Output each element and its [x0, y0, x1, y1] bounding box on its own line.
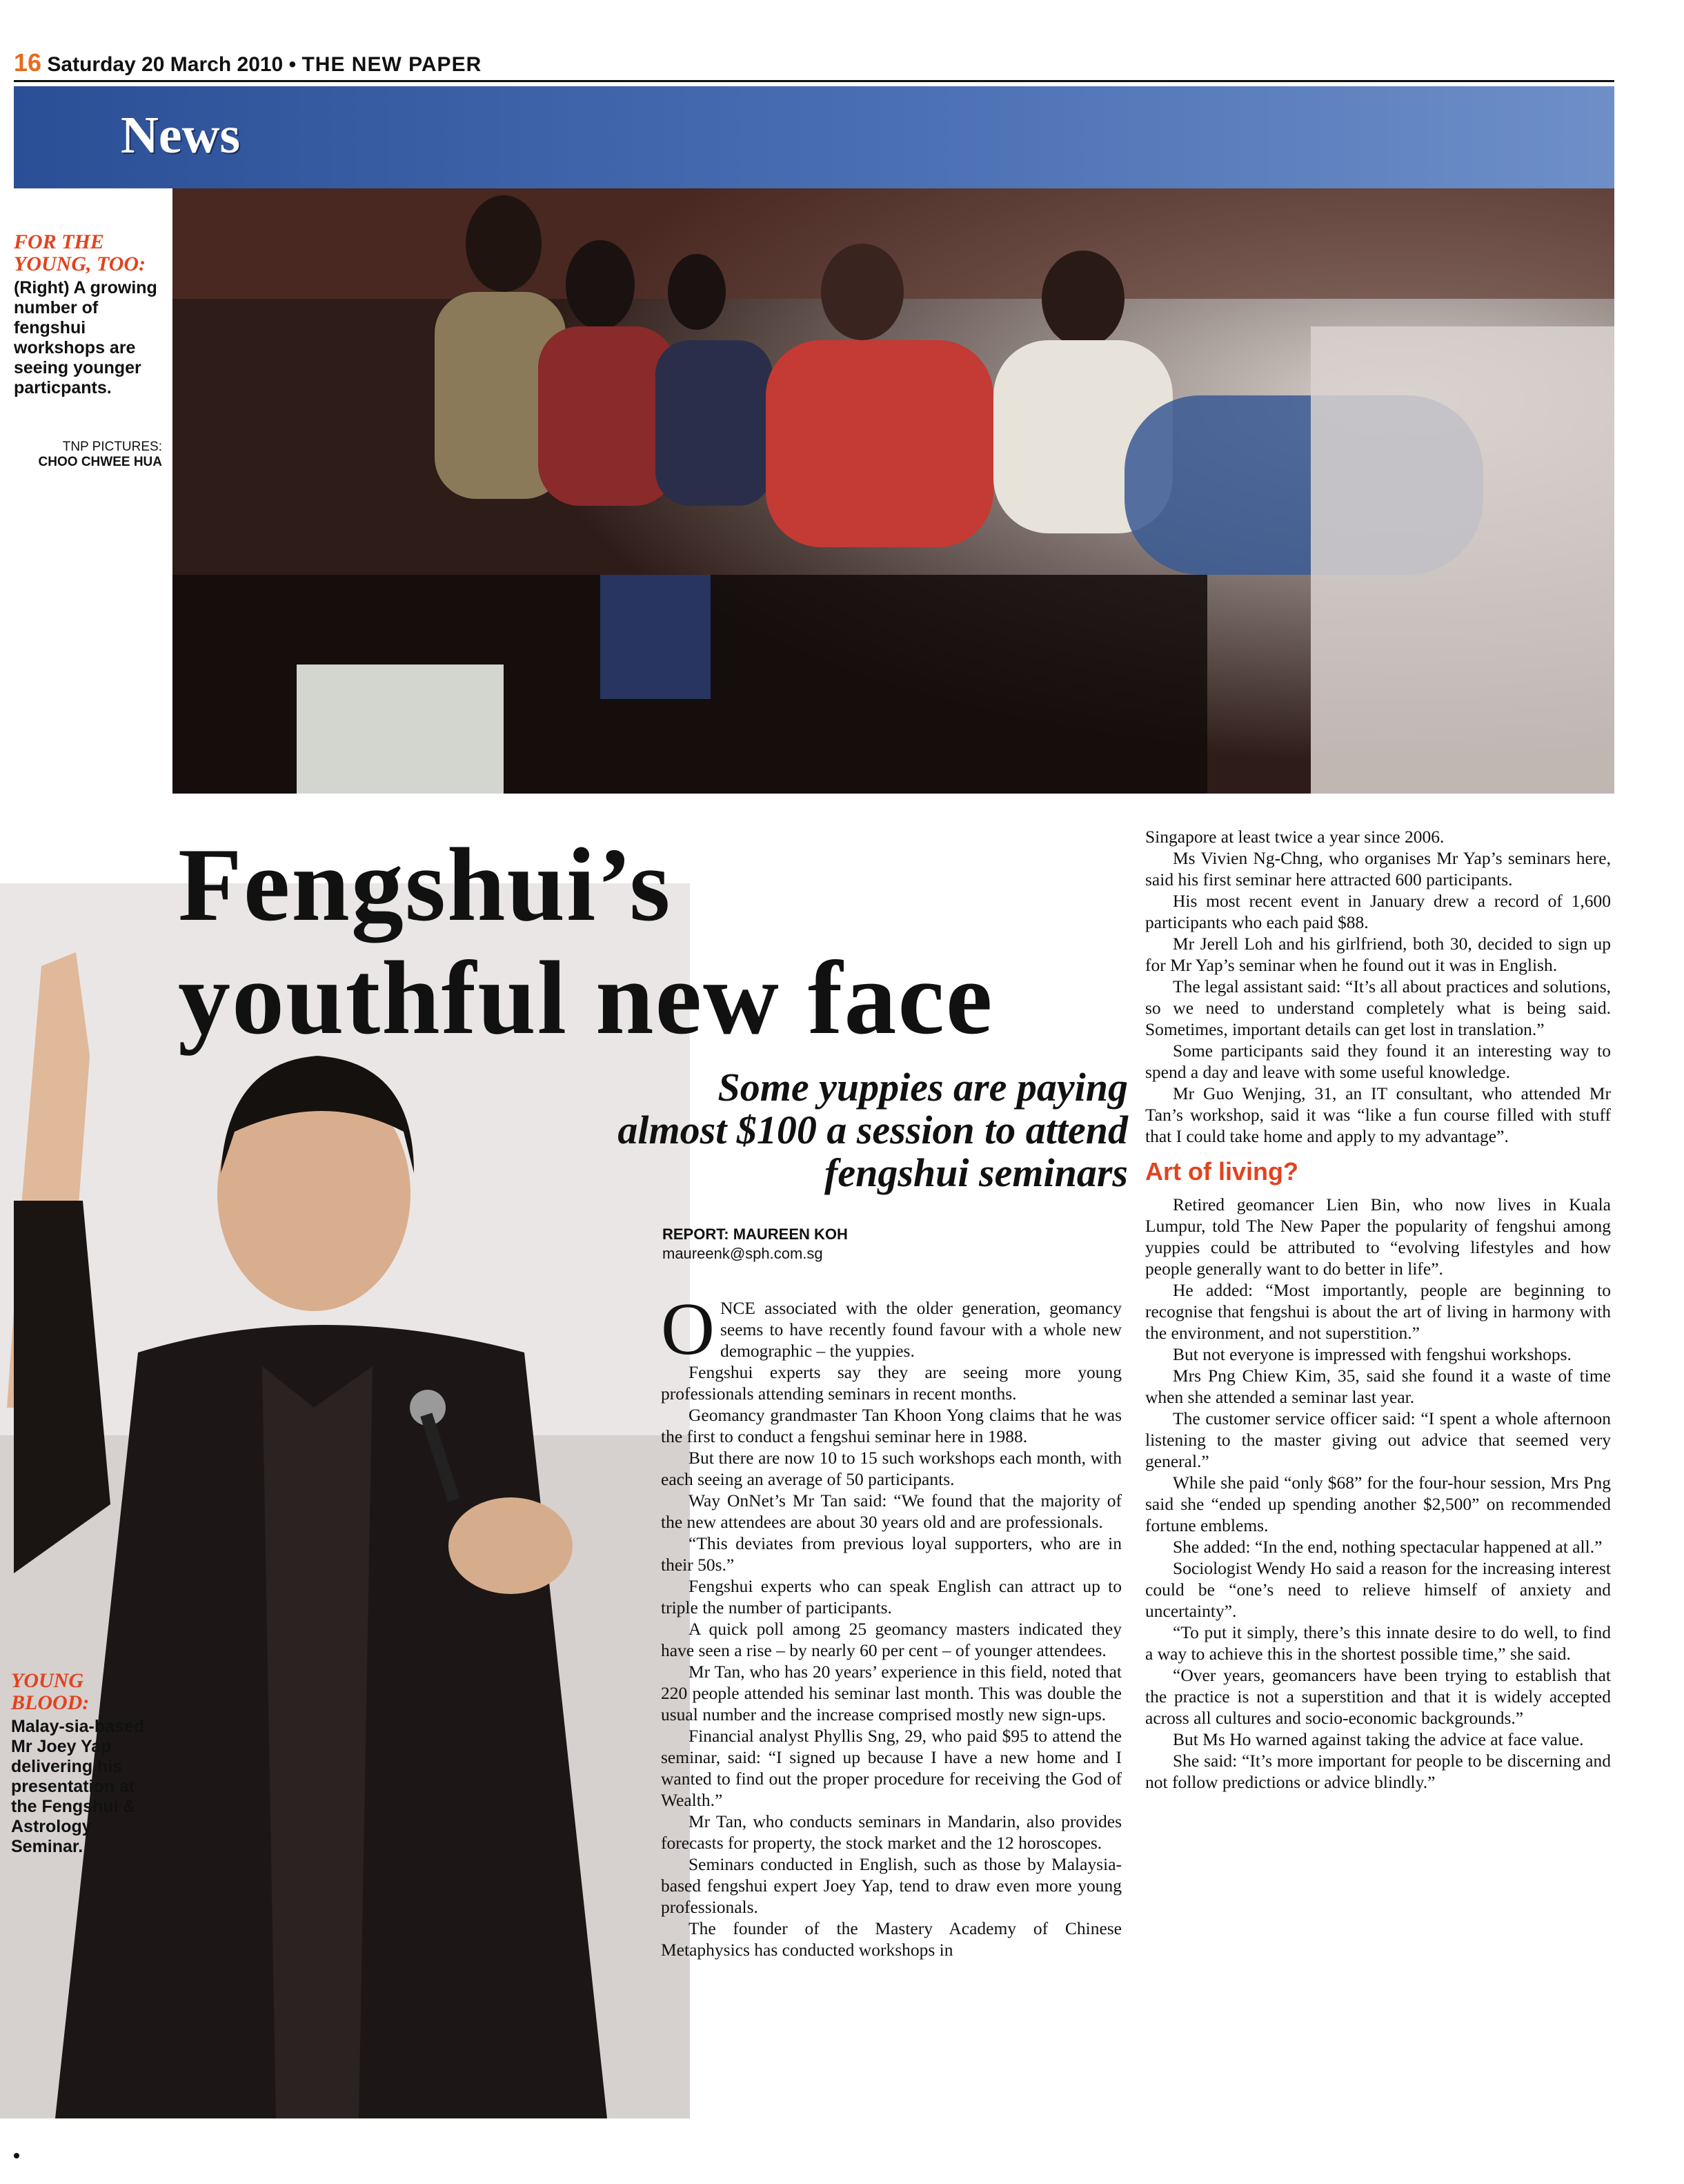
- article-paragraph: Mrs Png Chiew Kim, 35, said she found it a waste of time when she attended a seminar last year.: [1145, 1366, 1611, 1407]
- page-number: 16: [14, 48, 42, 77]
- article-paragraph: ONCE associated with the older generation, geomancy seems to have recently found favour with a whole new demographic – the yuppies.: [661, 1288, 1122, 1370]
- caption-kicker: FOR THE YOUNG, TOO:: [14, 230, 146, 275]
- article-paragraph: Sociologist Wendy Ho said a reason for the increasing interest could be “one’s need to relieve himself of anxiety and uncertainty”.: [1145, 1558, 1611, 1621]
- byline-author: MAUREEN KOH: [733, 1226, 848, 1243]
- article-paragraph: Seminars conducted in English, such as those by Malaysia-based fengshui expert Joey Yap, tend to draw even more young professionals.: [661, 1854, 1122, 1917]
- article-paragraph: Mr Jerell Loh and his girlfriend, both 30, decided to sign up for Mr Yap’s seminar when he found out it was in English.: [1145, 934, 1611, 975]
- article-paragraph: Financial analyst Phyllis Sng, 29, who paid $95 to attend the seminar, said: “I signed up because I have a new home and I wanted to find out the proper procedure for receiving the God of Wealth.”: [661, 1726, 1122, 1810]
- issue-date: Saturday 20 March 2010: [47, 53, 284, 76]
- caption-kicker: YOUNG BLOOD:: [11, 1669, 90, 1714]
- headline: [178, 828, 1144, 1054]
- article-paragraph: “Over years, geomancers have been trying to establish that the practice is not a superstition and that it is widely accepted across all cultures and socio-economic backgrounds.”: [1145, 1665, 1611, 1728]
- article-paragraph: Fengshui experts say they are seeing more young professionals attending seminars in recent months.: [661, 1362, 1122, 1404]
- article-paragraph: Retired geomancer Lien Bin, who now lives in Kuala Lumpur, told The New Paper the popularity of fengshui among yuppies could be attributed to “evolving lifestyles and how people generally want to do better in life”.: [1145, 1194, 1611, 1279]
- photo-credit-label: TNP PICTURES:: [62, 440, 162, 454]
- speaker-photo: [0, 883, 690, 2118]
- article-paragraph: “To put it simply, there’s this innate desire to do well, to find a way to achieve this in the shortest possible time,” she said.: [1145, 1622, 1611, 1664]
- article-paragraph: Mr Guo Wenjing, 31, an IT consultant, who attended Mr Tan’s workshop, said it was “like a fun course filled with stuff that I could take home and apply to my advantage”.: [1145, 1083, 1611, 1146]
- photo-caption-top: [14, 231, 162, 470]
- masthead: [14, 48, 1614, 82]
- article-paragraph: His most recent event in January drew a record of 1,600 participants who each paid $88.: [1145, 891, 1611, 932]
- section-bar: [14, 86, 1614, 188]
- article-paragraph: “This deviates from previous loyal supporters, who are in their 50s.”: [661, 1533, 1122, 1575]
- article-paragraph: He added: “Most importantly, people are beginning to recognise that fengshui is about the art of living in harmony with the environment, and not superstition.”: [1145, 1280, 1611, 1343]
- article-paragraph: The customer service officer said: “I spent a whole afternoon listening to the master giving out advice that seemed very general.”: [1145, 1408, 1611, 1471]
- article-paragraph: Ms Vivien Ng-Chng, who organises Mr Yap’s seminars here, said his first seminar here attracted 600 participants.: [1145, 848, 1611, 889]
- caption-body: Malay-sia-based Mr Joey Yap delivering his presentation at the Fengshui & Astrology Seminar.: [11, 1717, 145, 1856]
- drop-cap: O: [661, 1288, 715, 1370]
- caption-body: (Right) A growing number of fengshui workshops are seeing younger particpants.: [14, 278, 157, 397]
- article-paragraph: But not everyone is impressed with fengshui workshops.: [1173, 1344, 1572, 1364]
- article-paragraph: Singapore at least twice a year since 2006.: [1145, 827, 1445, 847]
- byline: [662, 1225, 1076, 1263]
- article-paragraph: While she paid “only $68” for the four-hour session, Mrs Png said she “ended up spending another $2,500” on recommended fortune emblems.: [1145, 1473, 1611, 1535]
- speaker-photo-illustration: [0, 883, 690, 2118]
- publication-name: THE NEW PAPER: [301, 53, 482, 76]
- article-paragraph: She said: “It’s more important for people to be discerning and not follow predictions or advice blindly.”: [1145, 1751, 1611, 1792]
- article-paragraph: Mr Tan, who conducts seminars in Mandarin, also provides forecasts for property, the stock market and the 12 horoscopes.: [661, 1811, 1122, 1853]
- headline-line-1: Fengshui’s: [178, 827, 672, 943]
- page-mark: [14, 2153, 19, 2158]
- byline-email: maureenk@sph.com.sg: [662, 1245, 823, 1262]
- article-column-2: [1145, 826, 1611, 1793]
- audience-photo-illustration: [172, 188, 1614, 794]
- article-paragraph: The legal assistant said: “It’s all about practices and solutions, so we need to understand completely what is being said. Sometimes, important details can get lost in translation.”: [1145, 976, 1611, 1039]
- subheading: Art of living?: [1145, 1157, 1298, 1186]
- article-column-1: [661, 1288, 1122, 1960]
- photo-caption-bottom: [11, 1670, 149, 1857]
- byline-label: REPORT:: [662, 1226, 729, 1243]
- headline-line-2: youthful new face: [178, 940, 994, 1056]
- article-paragraph: Geomancy grandmaster Tan Khoon Yong claims that he was the first to conduct a fengshui seminar here in 1988.: [661, 1405, 1122, 1446]
- article-paragraph: Mr Tan, who has 20 years’ experience in this field, noted that 220 people attended his seminar last month. This was double the usual number and the increase comprised mostly new sign-ups.: [661, 1662, 1122, 1724]
- article-paragraph: She added: “In the end, nothing spectacular happened at all.”: [1173, 1537, 1603, 1557]
- article-paragraph: A quick poll among 25 geomancy masters indicated they have seen a rise – by nearly 60 per cent – of younger attendees.: [661, 1619, 1122, 1660]
- article-paragraph: But there are now 10 to 15 such workshops each month, with each seeing an average of 50 participants.: [661, 1448, 1122, 1489]
- article-paragraph: Way OnNet’s Mr Tan said: “We found that the majority of the new attendees are about 30 years old and are professionals.: [661, 1491, 1122, 1532]
- article-paragraph: The founder of the Mastery Academy of Chinese Metaphysics has conducted workshops in: [661, 1918, 1122, 1960]
- audience-photo: [172, 188, 1614, 794]
- article-paragraph: Some participants said they found it an interesting way to spend a day and leave with some useful knowledge.: [1145, 1041, 1611, 1082]
- masthead-separator: •: [288, 53, 297, 76]
- article-paragraph: But Ms Ho warned against taking the advice at face value.: [1173, 1729, 1584, 1749]
- section-title: News: [121, 106, 241, 164]
- photo-credit-name: CHOO CHWEE HUA: [38, 455, 162, 469]
- article-paragraph: Fengshui experts who can speak English can attract up to triple the number of participants.: [661, 1576, 1122, 1617]
- photo-credit: [14, 440, 162, 470]
- deck: Some yuppies are paying almost $100 a session to attend fengshui seminars: [617, 1065, 1128, 1195]
